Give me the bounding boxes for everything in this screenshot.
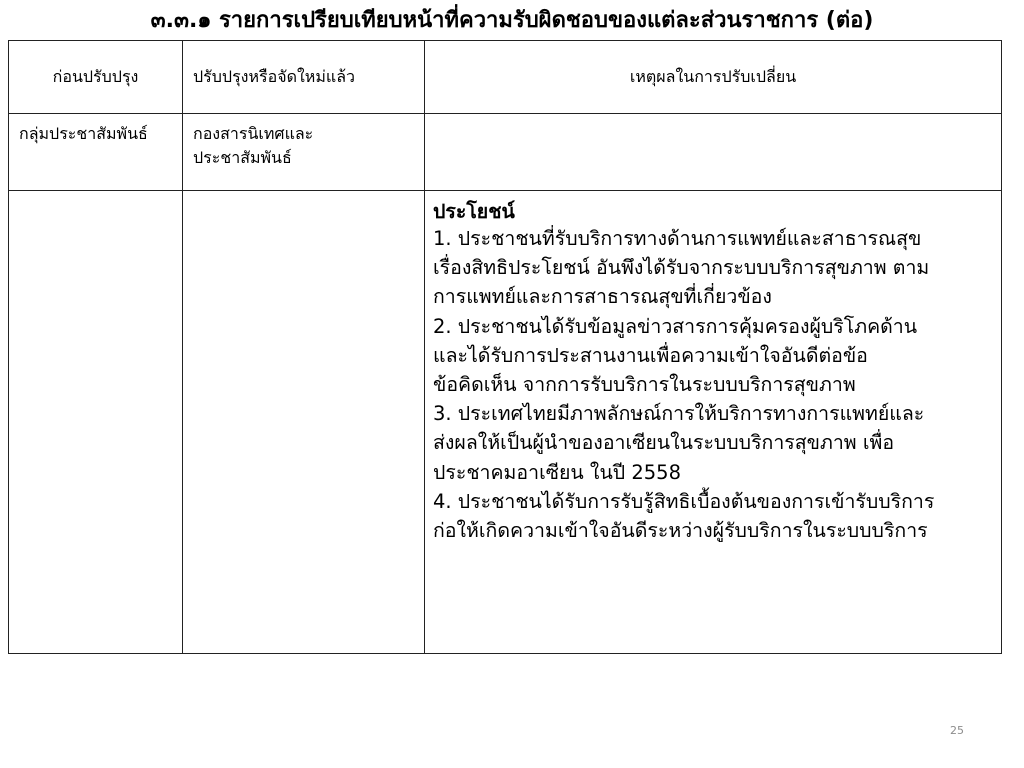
benefit-line: 3. ประเทศไทยมีภาพลักษณ์การให้บริการทางการแพทย์และ xyxy=(433,402,925,426)
cell-after-empty xyxy=(183,191,425,654)
benefit-line: การแพทย์และการสาธารณสุขที่เกี่ยวข้อง xyxy=(433,285,772,309)
benefit-line: 2. ประชาชนได้รับข้อมูลข่าวสารการคุ้มครองผู้บริโภคด้าน xyxy=(433,314,918,338)
header-before: ก่อนปรับปรุง xyxy=(9,41,183,114)
cell-reason xyxy=(425,114,1002,191)
table-row xyxy=(9,191,1002,654)
comparison-table xyxy=(8,40,1002,654)
table-row xyxy=(9,114,1002,191)
benefit-line: ประชาคมอาเซียน ในปี 2558 xyxy=(433,460,681,484)
benefit-line: และได้รับการประสานงานเพื่อความเข้าใจอันดีต่อข้อ xyxy=(433,343,868,367)
cell-after xyxy=(183,114,425,191)
cell-before-text: กลุ่มประชาสัมพันธ์ xyxy=(19,124,148,143)
header-after: ปรับปรุงหรือจัดใหม่แล้ว xyxy=(183,41,425,114)
header-reason: เหตุผลในการปรับเปลี่ยน xyxy=(425,41,1002,114)
benefit-line: 4. ประชาชนได้รับการรับรู้สิทธิเบื้องต้นของการเข้ารับบริการ xyxy=(433,489,935,513)
benefit-line: ข้อคิดเห็น จากการรับบริการในระบบบริการสุขภาพ xyxy=(433,373,856,397)
slide-title: ๓.๓.๑ รายการเปรียบเทียบหน้าที่ความรับผิดชอบของแต่ละส่วนราชการ (ต่อ) xyxy=(150,8,874,33)
cell-before xyxy=(9,114,183,191)
benefit-line: 1. ประชาชนที่รับบริการทางด้านการแพทย์และสาธารณสุข xyxy=(433,227,922,250)
table-header-row xyxy=(9,41,1002,114)
page-number: 25 xyxy=(950,724,964,737)
benefit-line: ก่อให้เกิดความเข้าใจอันดีระหว่างผู้รับบริการในระบบบริการ xyxy=(433,519,928,543)
benefit-line: เรื่องสิทธิประโยชน์ อันพึงได้รับจากระบบบริการสุขภาพ ตาม xyxy=(433,256,930,280)
cell-before-empty xyxy=(9,191,183,654)
benefits-heading: ประโยชน์ xyxy=(433,200,515,223)
cell-after-line-1: กองสารนิเทศและ xyxy=(193,124,314,143)
benefit-line: ส่งผลให้เป็นผู้นำของอาเซียนในระบบบริการสุขภาพ เพื่อ xyxy=(433,431,895,455)
cell-after-line-2: ประชาสัมพันธ์ xyxy=(193,148,292,167)
cell-benefits xyxy=(425,191,1002,654)
